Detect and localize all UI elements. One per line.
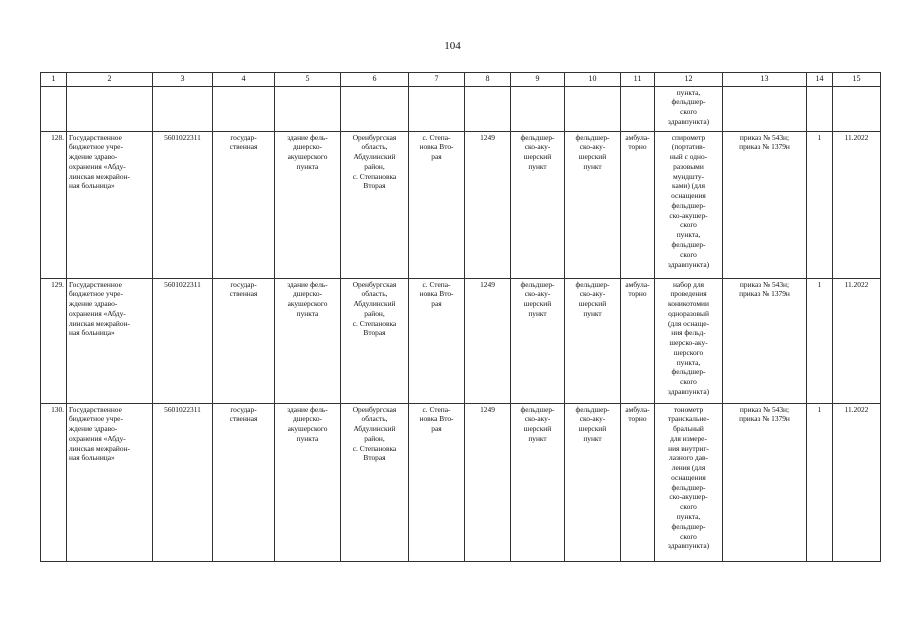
unit-cell: фельдшер- ско-аку- шерский пункт	[511, 278, 565, 403]
organization-cell: Государственное бюджетное учре- ждение здраво- охранения «Абду- линская межрайон- ная больница»	[67, 278, 153, 403]
care-cell: амбула- торно	[621, 131, 655, 278]
equipment-cell: тонометр транскальне- бральный для измере- ния внутриг- лазного дав- ления (для оснащения фельдшер- ско-акушер- ского пункта, фельдшер- ского здравпункта)	[655, 403, 723, 561]
column-number: 11	[621, 73, 655, 87]
quantity-cell: 1	[807, 403, 833, 561]
ownership-cell: государ- ственная	[213, 131, 275, 278]
table-row	[41, 131, 881, 278]
unit-cell: фельдшер- ско-аку- шерский пункт	[565, 403, 621, 561]
village-cell: с. Степа- новка Вто- рая	[409, 131, 465, 278]
address-cell: Оренбургская область, Абдулинский район, с. Степановка Вторая	[341, 278, 409, 403]
date-cell: 11.2022	[833, 131, 881, 278]
column-number: 5	[275, 73, 341, 87]
population-cell: 1249	[465, 131, 511, 278]
column-number: 13	[723, 73, 807, 87]
care-cell: амбула- торно	[621, 278, 655, 403]
order-cell: приказ № 543н; приказ № 1379н	[723, 403, 807, 561]
row-number: 129.	[41, 278, 67, 403]
column-number: 8	[465, 73, 511, 87]
care-cell: амбула- торно	[621, 403, 655, 561]
column-number: 2	[67, 73, 153, 87]
quantity-cell: 1	[807, 131, 833, 278]
continuation-row	[41, 86, 881, 131]
date-cell: 11.2022	[833, 403, 881, 561]
column-number-row	[41, 73, 881, 87]
unit-cell: фельдшер- ско-аку- шерский пункт	[511, 403, 565, 561]
village-cell: с. Степа- новка Вто- рая	[409, 403, 465, 561]
address-cell: Оренбургская область, Абдулинский район, с. Степановка Вторая	[341, 131, 409, 278]
organization-cell: Государственное бюджетное учре- ждение здраво- охранения «Абду- линская межрайон- ная больница»	[67, 403, 153, 561]
table-row	[41, 403, 881, 561]
register-table	[40, 72, 881, 562]
population-cell: 1249	[465, 278, 511, 403]
equipment-cell: набор для проведения коникотомии одноразовый (для оснаще- ния фельд- шерско-аку- шерского пункта, фельдшер- ского здравпункта)	[655, 278, 723, 403]
quantity-cell: 1	[807, 278, 833, 403]
page-number: 104	[444, 40, 461, 52]
equipment-cell: пункта, фельдшер- ского здравпункта)	[655, 86, 723, 131]
building-cell: здание фель- дшерско- акушерского пункта	[275, 403, 341, 561]
ownership-cell: государ- ственная	[213, 403, 275, 561]
code-cell: 5601022311	[153, 403, 213, 561]
unit-cell: фельдшер- ско-аку- шерский пункт	[565, 278, 621, 403]
row-number: 128.	[41, 131, 67, 278]
row-number: 130.	[41, 403, 67, 561]
order-cell: приказ № 543н; приказ № 1379н	[723, 131, 807, 278]
column-number: 14	[807, 73, 833, 87]
column-number: 10	[565, 73, 621, 87]
code-cell: 5601022311	[153, 278, 213, 403]
table-row	[41, 278, 881, 403]
unit-cell: фельдшер- ско-аку- шерский пункт	[565, 131, 621, 278]
address-cell: Оренбургская область, Абдулинский район, с. Степановка Вторая	[341, 403, 409, 561]
column-number: 7	[409, 73, 465, 87]
building-cell: здание фель- дшерско- акушерского пункта	[275, 131, 341, 278]
column-number: 12	[655, 73, 723, 87]
column-number: 1	[41, 73, 67, 87]
population-cell: 1249	[465, 403, 511, 561]
ownership-cell: государ- ственная	[213, 278, 275, 403]
column-number: 4	[213, 73, 275, 87]
organization-cell: Государственное бюджетное учре- ждение здраво- охранения «Абду- линская межрайон- ная больница»	[67, 131, 153, 278]
order-cell: приказ № 543н; приказ № 1379н	[723, 278, 807, 403]
building-cell: здание фель- дшерско- акушерского пункта	[275, 278, 341, 403]
unit-cell: фельдшер- ско-аку- шерский пункт	[511, 131, 565, 278]
village-cell: с. Степа- новка Вто- рая	[409, 278, 465, 403]
column-number: 3	[153, 73, 213, 87]
column-number: 15	[833, 73, 881, 87]
column-number: 6	[341, 73, 409, 87]
code-cell: 5601022311	[153, 131, 213, 278]
column-number: 9	[511, 73, 565, 87]
equipment-cell: спирометр (портатив- ный с одно- разовыми мундшту- ками) (для оснащения фельдшер- ско-акушер- ского пункта, фельдшер- ского здравпункта)	[655, 131, 723, 278]
date-cell: 11.2022	[833, 278, 881, 403]
